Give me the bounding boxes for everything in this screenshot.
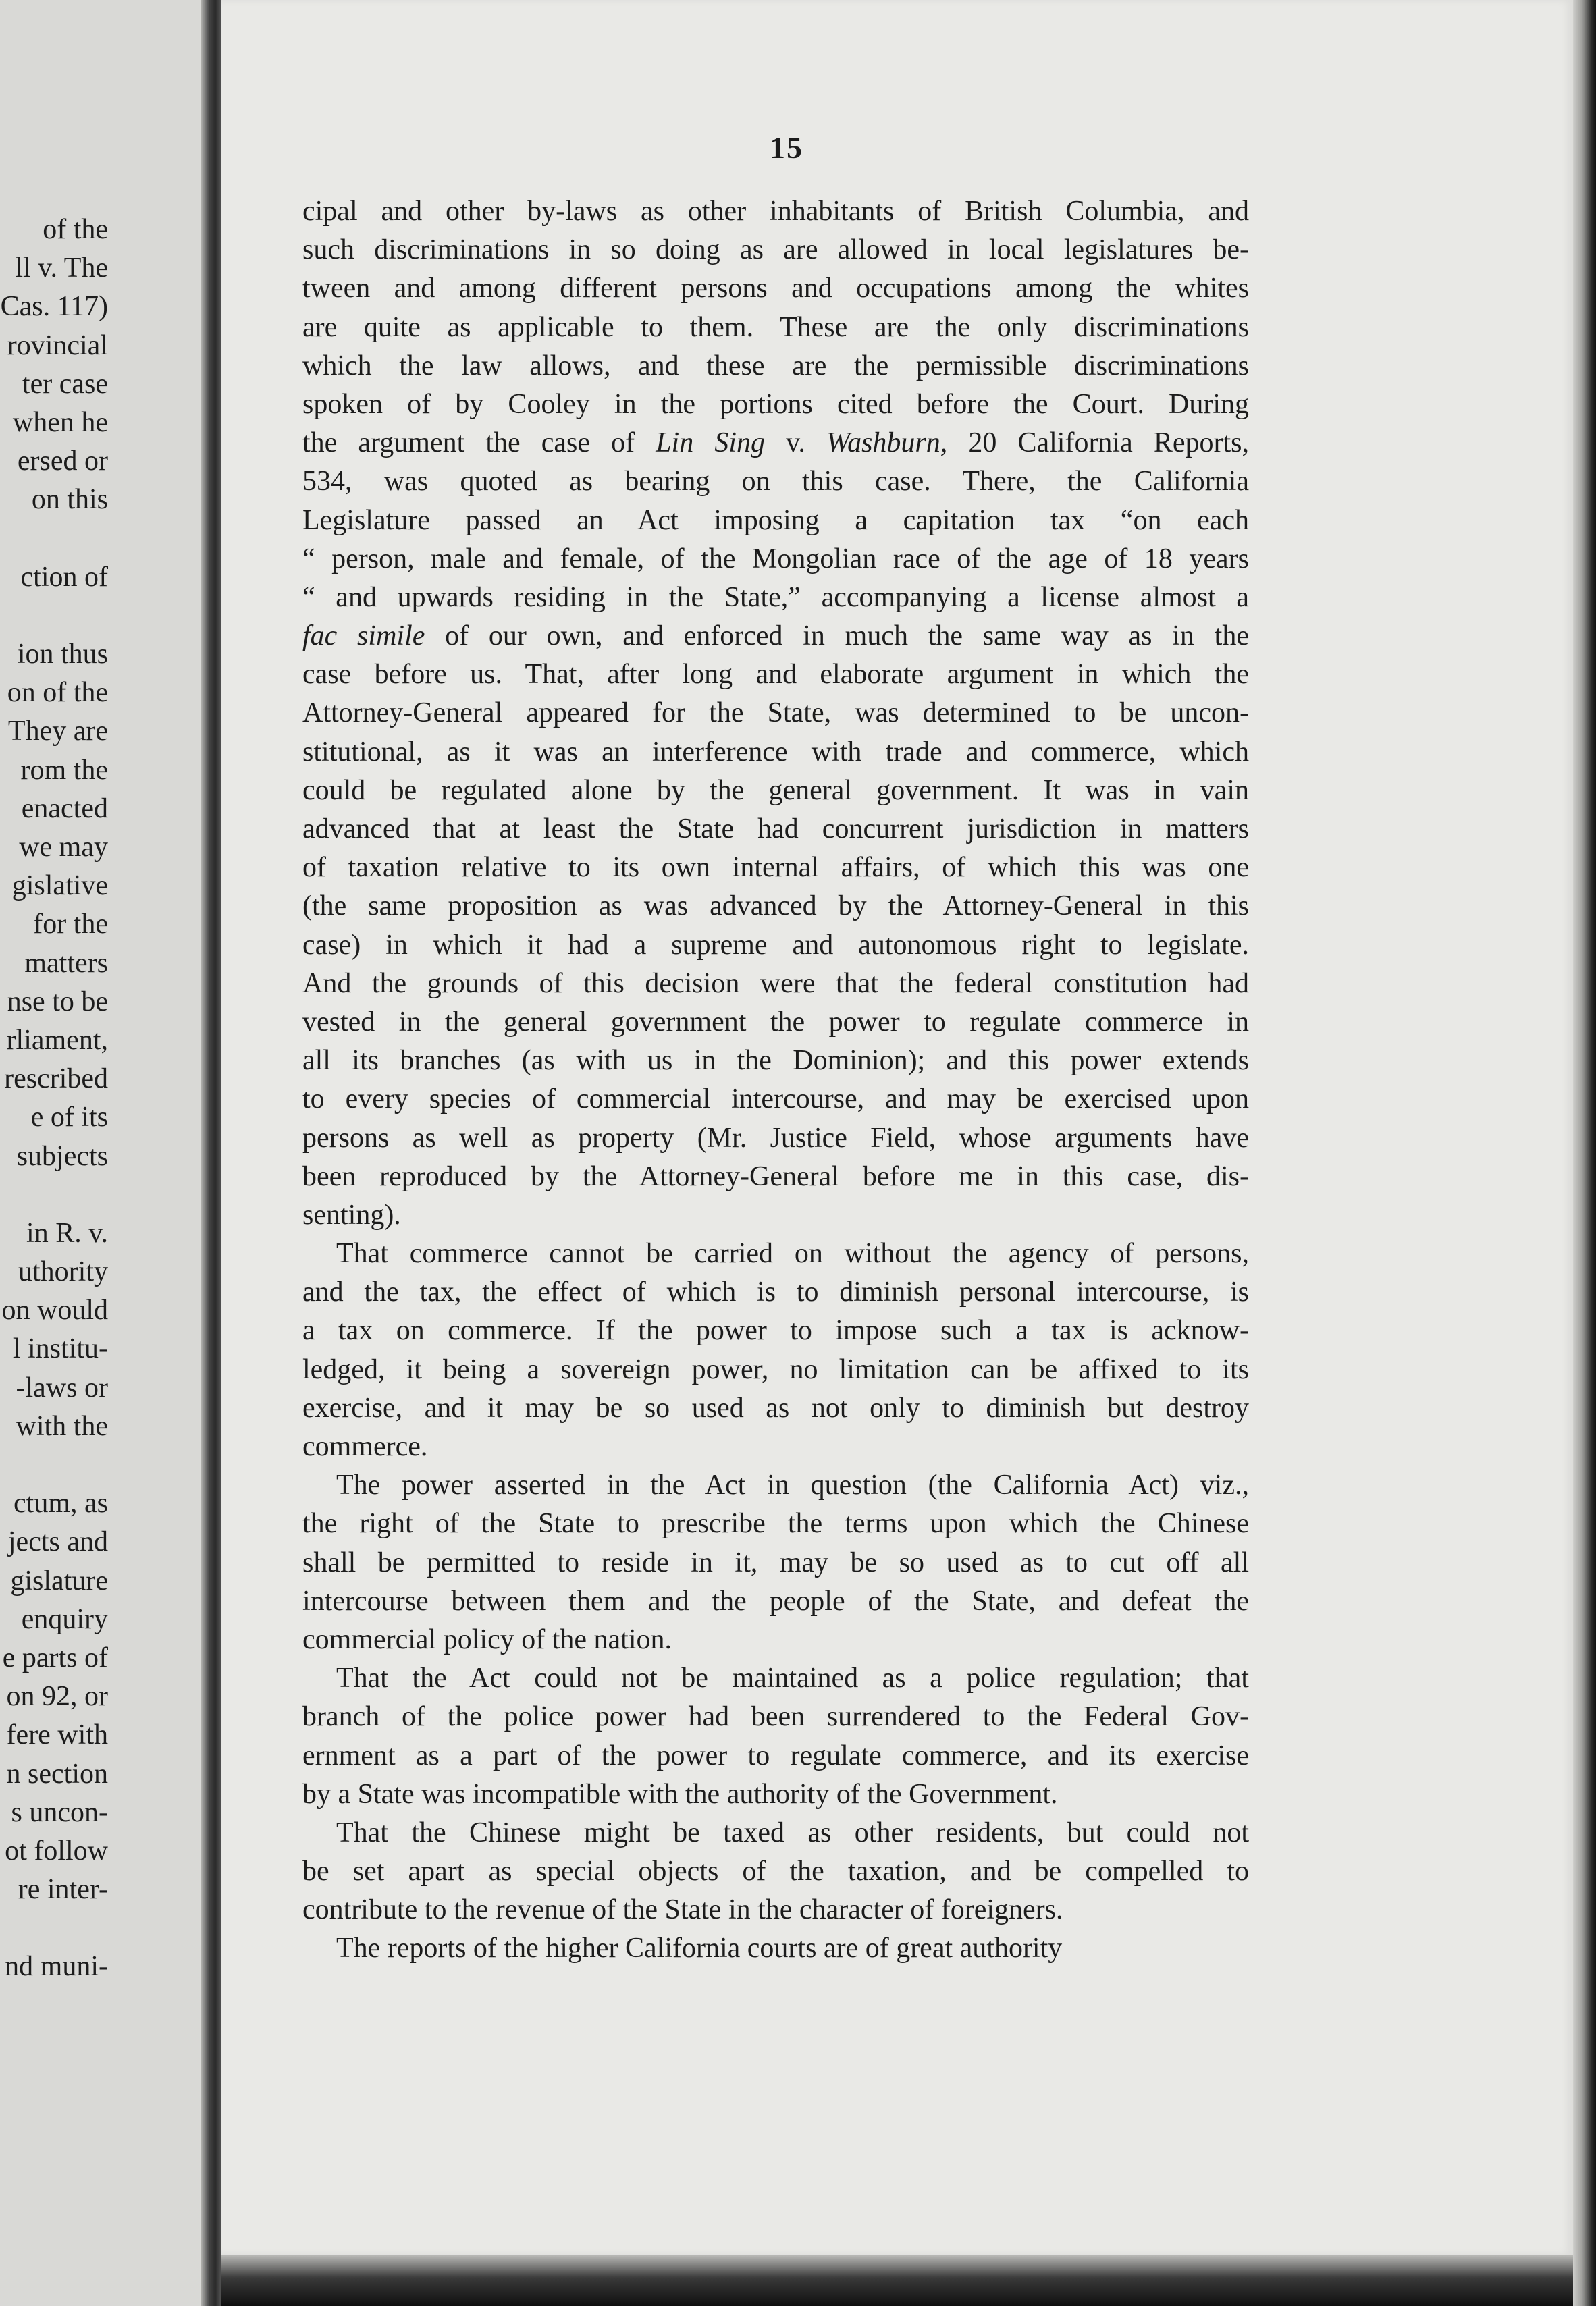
left-page-line: we may	[19, 832, 108, 863]
text-line: advanced that at least the State had concurrent jurisdiction in matters	[302, 813, 1249, 844]
left-page-line: re inter-	[18, 1874, 108, 1906]
left-page-line: nse to be	[7, 986, 108, 1017]
left-page-line: with the	[16, 1410, 108, 1442]
text-line: case before us. That, after long and elaborate argument in which the	[302, 659, 1249, 691]
left-page-line: when he	[12, 406, 108, 438]
text-line: be set apart as special objects of the taxation, and be compelled to	[302, 1856, 1249, 1887]
case-name: Washburn,	[826, 427, 948, 459]
paragraph	[302, 424, 1249, 1235]
left-page-line: nd muni-	[5, 1951, 108, 1983]
right-page-edge	[1573, 0, 1596, 2306]
text-line: spoken of by Cooley in the portions cited before the Court. During	[302, 388, 1249, 420]
left-page-line	[0, 1176, 108, 1214]
text-line: That the Act could not be maintained as a police regulation; that	[336, 1663, 1249, 1694]
left-page-line: rescribed	[4, 1063, 108, 1095]
text-line: such discriminations in so doing as are allowed in local legislatures be-	[302, 234, 1249, 266]
left-page-line: gislative	[11, 870, 108, 902]
body-text	[302, 192, 1249, 1968]
text-line: That commerce cannot be carried on without the agency of persons,	[336, 1238, 1249, 1270]
text-line: commercial policy of the nation.	[302, 1624, 672, 1655]
text-line: contribute to the revenue of the State in the character of foreigners.	[302, 1894, 1063, 1926]
text-line: branch of the police power had been surrendered to the Federal Gov-	[302, 1701, 1249, 1733]
text-line: 534, was quoted as bearing on this case. There, the California	[302, 466, 1249, 498]
paragraph	[302, 1929, 1249, 1968]
text-line: could be regulated alone by the general government. It was in vain	[302, 774, 1249, 806]
left-page-line: rom the	[20, 754, 108, 786]
left-page-line: ll v. The	[15, 252, 108, 284]
text-line: vested in the general government the power to regulate commerce in	[302, 1006, 1249, 1038]
text-line: And the grounds of this decision were that the federal constitution had	[302, 967, 1249, 999]
text-line: That the Chinese might be taxed as other residents, but could not	[336, 1817, 1249, 1848]
paragraph	[302, 1466, 1249, 1659]
page-number: 15	[770, 130, 803, 165]
text-line: and the tax, the effect of which is to diminish personal intercourse, is	[302, 1277, 1249, 1308]
left-page-line: for the	[33, 909, 108, 940]
left-page-line: -laws or	[16, 1372, 108, 1403]
text-line: Attorney-General appeared for the State, was determined to be uncon-	[302, 697, 1249, 729]
left-page-line: Cas. 117)	[0, 291, 108, 323]
left-page-line: e of its	[30, 1102, 108, 1133]
left-page-line: e parts of	[2, 1642, 108, 1673]
text-line: senting).	[302, 1199, 401, 1231]
left-page-text-fragment	[0, 211, 108, 1987]
text-line: cipal and other by-laws as other inhabitants of British Columbia, and	[302, 196, 1249, 227]
left-page-line: matters	[24, 947, 108, 979]
text-line: which the law allows, and these are the permissible discriminations	[302, 350, 1249, 381]
text-line: ledged, it being a sovereign power, no limitation can be affixed to its	[302, 1353, 1249, 1385]
left-page-line: l institu-	[12, 1333, 108, 1365]
text-line: Legislature passed an Act imposing a capitation tax “on each	[302, 504, 1249, 536]
text-line: persons as well as property (Mr. Justice Field, whose arguments have	[302, 1122, 1249, 1154]
text-fragment: 20 California Reports,	[947, 427, 1249, 459]
text-line: to every species of commercial intercourse, and may be exercised upon	[302, 1083, 1249, 1115]
left-page-line	[0, 1909, 108, 1948]
left-page-line: ctum, as	[14, 1488, 108, 1520]
left-page-line: on would	[1, 1295, 108, 1326]
text-line	[302, 617, 1249, 655]
text-line: “ person, male and female, of the Mongolian race of the age of 18 years	[302, 543, 1249, 574]
left-page-line	[0, 1446, 108, 1484]
left-page-line: uthority	[18, 1256, 108, 1288]
left-facing-page	[0, 0, 201, 2306]
text-fragment: v.	[764, 427, 826, 459]
text-fragment: of our own, and enforced in much the same way as in the	[425, 620, 1249, 652]
left-page-line: ot follow	[5, 1835, 108, 1867]
left-page-line	[0, 597, 108, 635]
left-page-line: rovincial	[7, 329, 108, 361]
text-line: shall be permitted to reside in it, may be so used as to cut off all	[302, 1547, 1249, 1578]
text-line: the right of the State to prescribe the terms upon which the Chinese	[302, 1508, 1249, 1540]
text-fragment: the argument the case of	[302, 427, 656, 459]
text-line: exercise, and it may be so used as not only to diminish but destroy	[302, 1392, 1249, 1424]
text-line: stitutional, as it was an interference with trade and commerce, which	[302, 736, 1249, 768]
left-page-line	[0, 520, 108, 558]
paragraph	[302, 1814, 1249, 1930]
text-line: of taxation relative to its own internal affairs, of which this was one	[302, 852, 1249, 884]
left-page-line: in R. v.	[26, 1217, 108, 1249]
text-line	[302, 424, 1249, 462]
left-page-line: of the	[43, 214, 108, 245]
case-name: Lin Sing	[656, 427, 765, 459]
text-line: all its branches (as with us in the Dominion); and this power extends	[302, 1045, 1249, 1077]
left-page-line: on 92, or	[6, 1681, 108, 1713]
bottom-page-edge	[221, 2255, 1573, 2306]
paragraph	[302, 1235, 1249, 1466]
case-name: fac simile	[302, 620, 425, 652]
text-line: “ and upwards residing in the State,” accompanying a license almost a	[302, 581, 1249, 613]
left-page-line: subjects	[16, 1140, 108, 1172]
book-gutter	[201, 0, 221, 2306]
text-line: intercourse between them and the people of the State, and defeat the	[302, 1585, 1249, 1617]
left-page-line: They are	[7, 716, 108, 747]
text-line: The reports of the higher California courts are of great authority	[336, 1933, 1063, 1964]
paragraph	[302, 1659, 1249, 1814]
text-line: (the same proposition as was advanced by the Attorney-General in this	[302, 890, 1249, 922]
text-line: case) in which it had a supreme and autonomous right to legislate.	[302, 929, 1249, 961]
text-line: commerce.	[302, 1431, 428, 1462]
left-page-line: enacted	[21, 793, 108, 824]
text-line: a tax on commerce. If the power to impose such a tax is acknow-	[302, 1315, 1249, 1347]
left-page-line: ersed or	[17, 446, 108, 477]
left-page-line: ction of	[20, 561, 108, 593]
left-page-line: jects and	[7, 1526, 108, 1558]
left-page-line: on of the	[7, 677, 108, 709]
text-line: by a State was incompatible with the authority of the Government.	[302, 1778, 1058, 1810]
text-line: are quite as applicable to them. These are the only discriminations	[302, 311, 1249, 343]
left-page-line: fere with	[6, 1719, 108, 1751]
paragraph	[302, 192, 1249, 424]
left-page-line: gislature	[10, 1565, 108, 1597]
text-line: The power asserted in the Act in question (the California Act) viz.,	[336, 1470, 1249, 1501]
left-page-line: s uncon-	[11, 1796, 108, 1828]
text-line: ernment as a part of the power to regulate commerce, and its exercise	[302, 1740, 1249, 1771]
text-line: tween and among different persons and occupations among the whites	[302, 273, 1249, 304]
text-line: been reproduced by the Attorney-General before me in this case, dis-	[302, 1160, 1249, 1192]
left-page-line: ion thus	[17, 639, 108, 670]
left-page-line: on this	[31, 484, 108, 516]
left-page-line: n section	[6, 1758, 108, 1790]
left-page-line: ter case	[22, 368, 108, 400]
left-page-line: rliament,	[6, 1024, 108, 1056]
left-page-line: enquiry	[21, 1603, 108, 1635]
